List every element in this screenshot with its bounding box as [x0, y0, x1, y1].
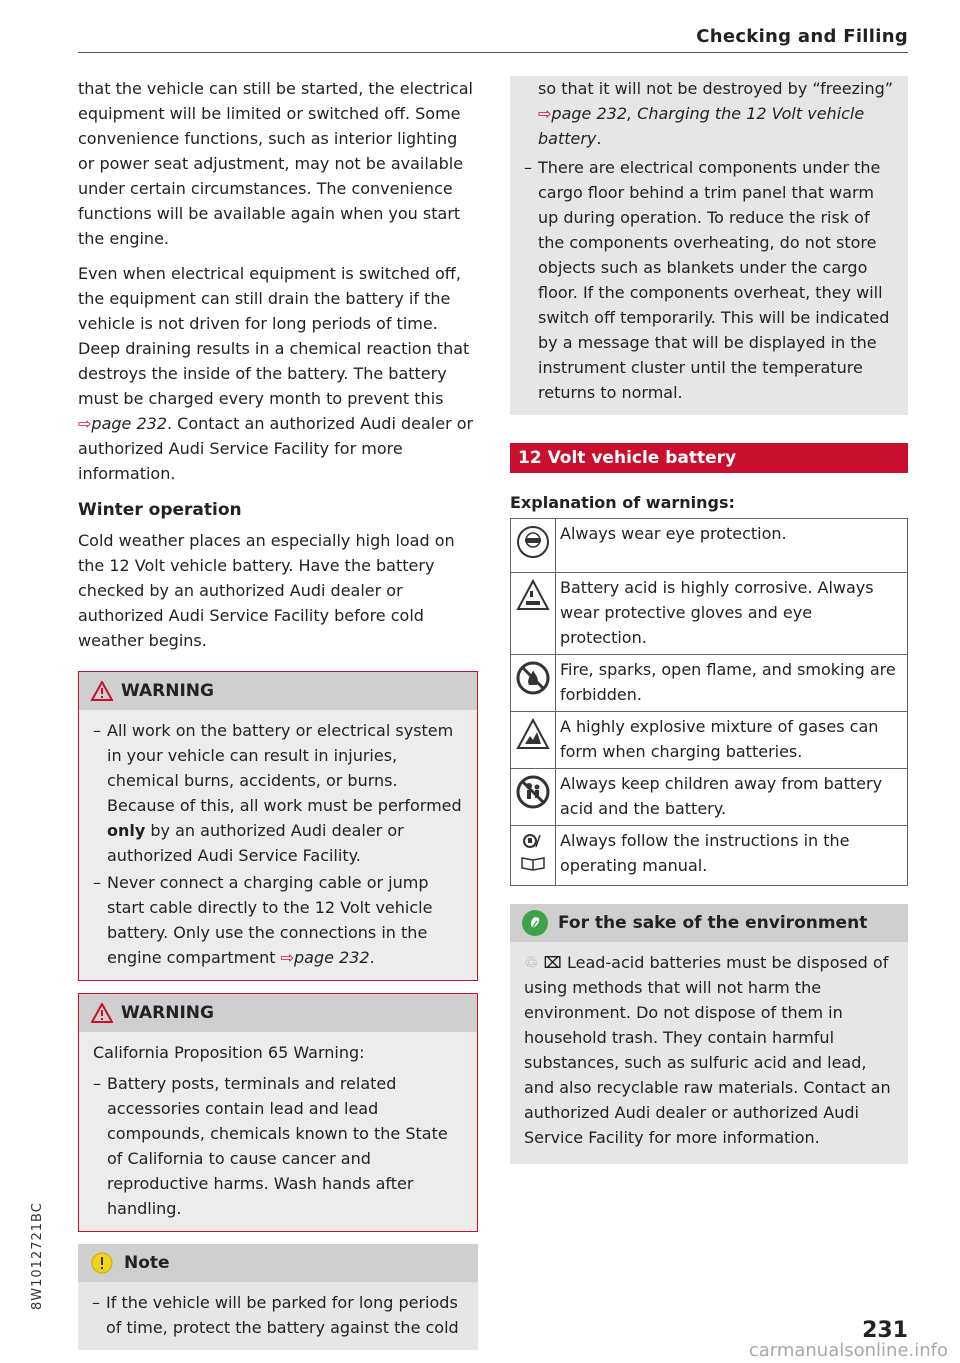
table-row — [511, 519, 908, 573]
page-number: 231 — [862, 1318, 908, 1343]
prop65-intro: California Proposition 65 Warning: — [93, 1043, 365, 1062]
explosive-icon — [516, 718, 550, 750]
environment-header: For the sake of the environment — [510, 904, 908, 942]
table-row — [511, 573, 908, 655]
warning-text: Battery acid is highly corrosive. Always wear protective gloves and eye protection. — [556, 573, 908, 655]
note-item: – If the vehicle will be parked for long periods of time, protect the battery against the cold — [92, 1290, 464, 1340]
note-continued-text: so that it will not be destroyed by “freezing” ⇨page 232, Charging the 12 Volt vehicle battery. — [538, 79, 894, 148]
winter-heading: Winter operation — [78, 500, 242, 520]
page-ref-link[interactable]: ⇨page 232 — [280, 948, 370, 967]
paragraph-winter: Cold weather places an especially high load on the 12 Volt vehicle battery. Have the battery checked by an authorized Audi dealer or authorized Audi Service Facility before cold weather begins. — [78, 531, 455, 650]
warning-item: – All work on the battery or electrical system in your vehicle can result in injuries, chemical burns, accidents, or burns. Because of this, all work must be performed only by an authorized Audi dealer or authorized Audi Service Facility. — [93, 718, 463, 868]
paragraph-drain: Even when electrical equipment is switched off, the equipment can still drain the battery if the vehicle is not driven for long periods of time. Deep draining results in a chemical reaction that destroys the inside of the battery. The battery must be charged every month to prevent this ⇨page 232. Contact an authorized Audi dealer or authorized Audi Service Facility for more information. — [78, 264, 474, 483]
note-header: Note — [78, 1244, 478, 1282]
warning-text: Always wear eye protection. — [556, 519, 908, 573]
no-fire-icon — [516, 661, 550, 695]
header-rule — [78, 52, 908, 53]
warning-header: WARNING — [79, 672, 477, 710]
table-row — [511, 655, 908, 712]
table-row — [511, 769, 908, 826]
warning-triangle-icon — [91, 681, 113, 701]
right-column — [510, 76, 908, 1176]
document-code: 8W1012721BC — [30, 1202, 45, 1310]
warning-text: Always keep children away from battery acid and the battery. — [556, 769, 908, 826]
paragraph-convenience: that the vehicle can still be started, the electrical equipment will be limited or switched off. Some convenience functions, such as interior lighting or power seat adjustment, may not be available under certain circumstances. The convenience functions will be available again when you start the engine. — [78, 79, 473, 248]
table-row — [511, 712, 908, 769]
table-title: Explanation of warnings: — [510, 493, 735, 512]
warning-item: – Battery posts, terminals and related accessories contain lead and lead compounds, chemicals known to the State of California to cause cancer and reproductive harms. Wash hands after handling. — [93, 1071, 463, 1221]
note-item: – There are electrical components under the cargo floor behind a trim panel that warm up during operation. To reduce the risk of the components overheating, do not store objects such as blankets under the cargo floor. If the components overheat, they will switch off temporarily. This will be indicated by a message that will be displayed in the instrument cluster until the temperature returns to normal. — [524, 155, 894, 405]
recycle-icon: ♲ — [524, 953, 539, 972]
table-row — [511, 826, 908, 886]
page-ref-link[interactable]: ⇨page 232 — [78, 414, 167, 433]
warning-item: – Never connect a charging cable or jump start cable directly to the 12 Volt vehicle battery. Only use the connections in the engine compartment ⇨page 232. — [93, 870, 463, 970]
watermark: carmanualsonline.info — [748, 1340, 948, 1361]
warning-box-prop65 — [78, 993, 478, 1232]
running-header: Checking and Filling — [696, 26, 908, 47]
environment-icon — [522, 910, 548, 936]
warning-box-battery-work — [78, 671, 478, 981]
note-box — [78, 1244, 478, 1350]
page-ref-link[interactable]: ⇨page 232, Charging the 12 Volt vehicle battery — [538, 104, 865, 148]
warning-text: A highly explosive mixture of gases can form when charging batteries. — [556, 712, 908, 769]
warning-text: Fire, sparks, open flame, and smoking are forbidden. — [556, 655, 908, 712]
arrow-icon: ⇨ — [538, 104, 552, 123]
warning-text: Always follow the instructions in the operating manual. — [556, 826, 908, 886]
arrow-icon: ⇨ — [78, 414, 92, 433]
environment-text: ♲ ⌧ Lead-acid batteries must be disposed of using methods that will not harm the environment. Do not dispose of them in household trash. They contain harmful substances, such as sulfuric acid and lead, and also recyclable raw materials. Contact an authorized Audi dealer or authorized Audi Service Facility for more information. — [524, 953, 891, 1147]
warnings-table — [510, 518, 908, 886]
left-column — [78, 76, 478, 1362]
manual-icon — [516, 832, 550, 872]
corrosive-icon — [516, 579, 550, 611]
keep-children-away-icon — [516, 775, 550, 809]
warning-header: WARNING — [79, 994, 477, 1032]
section-title: 12 Volt vehicle battery — [510, 443, 908, 473]
warning-triangle-icon — [91, 1003, 113, 1023]
environment-box — [510, 904, 908, 1164]
arrow-icon: ⇨ — [280, 948, 294, 967]
note-box-continued — [510, 76, 908, 415]
info-circle-icon — [90, 1251, 114, 1275]
eye-protection-icon — [516, 525, 550, 559]
crossed-bin-icon: ⌧ — [543, 953, 562, 972]
